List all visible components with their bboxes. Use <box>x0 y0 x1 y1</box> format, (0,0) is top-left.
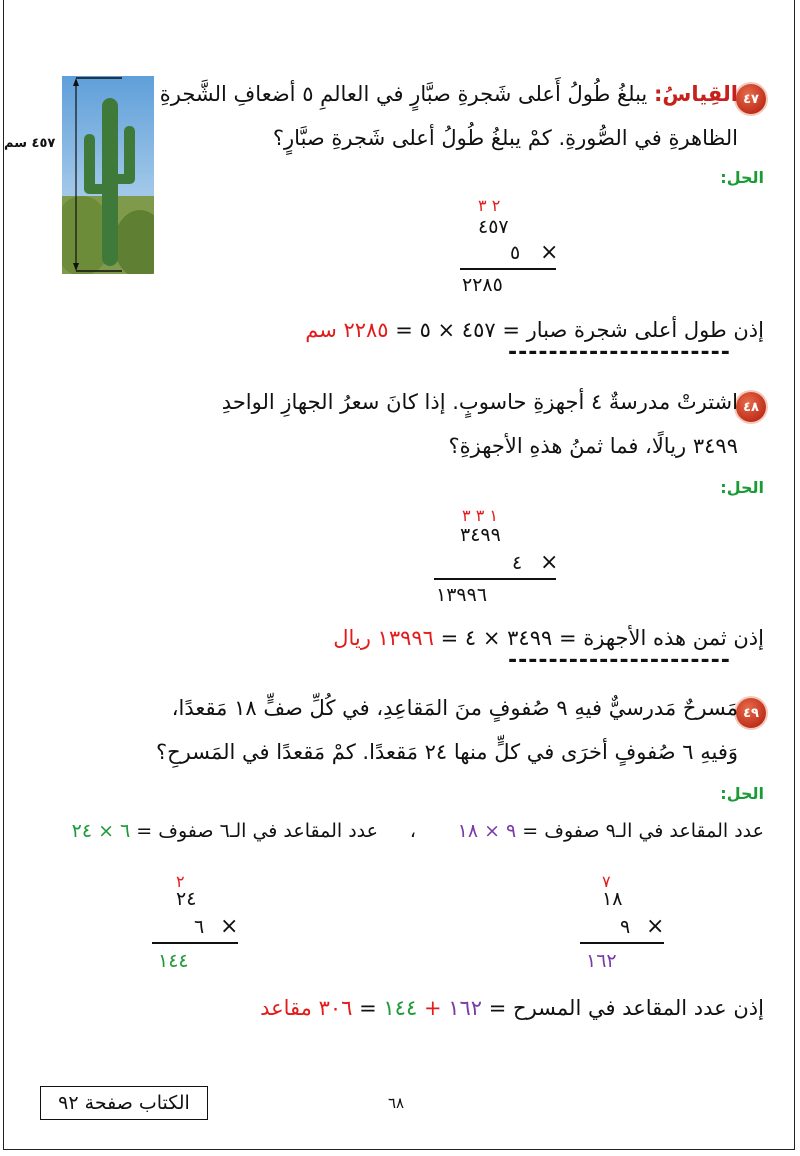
multiplier: ٤ <box>512 552 523 574</box>
product: ١٣٩٩٦ <box>436 584 488 606</box>
solution-label: الحل: <box>720 168 764 187</box>
solution-label: الحل: <box>720 478 764 497</box>
cactus-height-label: ٤٥٧ سم <box>4 136 56 151</box>
carry-digits: ١ ٣ ٣ <box>462 506 498 525</box>
calc-rule <box>434 578 556 580</box>
answer-value: ٣٠٦ مقاعد <box>260 996 353 1020</box>
product: ١٤٤ <box>158 950 189 972</box>
product: ٢٢٨٥ <box>462 274 503 296</box>
page-number: ٦٨ <box>388 1094 405 1112</box>
times-sign: × <box>646 914 665 939</box>
measurement-label: القِياسُ: <box>653 82 738 106</box>
solution-label: الحل: <box>720 784 764 803</box>
question-number-badge: ٤٧ <box>736 84 766 114</box>
carry-digits: ٢ ٣ <box>478 196 501 215</box>
answer-48: إذن ثمن هذه الأجهزة = ٣٤٩٩ × ٤ = ١٣٩٩٦ ريال <box>333 626 764 650</box>
question-number-badge: ٤٨ <box>736 392 766 422</box>
times-sign: × <box>220 914 239 939</box>
question-49-line2: وَفيهِ ٦ صُفوفٍ أخرَى في كلٍّ منها ٢٤ مَقعدًا. كمْ مَقعدًا في المَسرحِ؟ <box>155 740 738 764</box>
carry-digits: ٢ <box>176 872 185 891</box>
question-47-line2: الظاهرةِ في الصُّورةِ. كمْ يبلغُ طُولُ أعلى شَجرةِ صبَّارٍ؟ <box>272 126 738 150</box>
dashed-separator: ---------------------- <box>508 340 731 365</box>
equation-6-rows: عدد المقاعد في الـ٦ صفوف = ٦ × ٢٤ <box>71 820 378 842</box>
calc-rule <box>152 942 238 944</box>
question-number-badge: ٤٩ <box>736 698 766 728</box>
dashed-separator: ---------------------- <box>508 648 731 673</box>
calc-rule <box>580 942 664 944</box>
times-sign: × <box>540 240 559 265</box>
carry-digits: ٧ <box>602 872 611 891</box>
answer-value: ٢٢٨٥ سم <box>305 318 389 342</box>
question-49-line1: مَسرحٌ مَدرسيٌّ فيهِ ٩ صُفوفٍ منَ المَقاعِدِ، في كُلِّ صفٍّ ١٨ مَقعدًا، <box>171 696 738 720</box>
equation-9-rows: عدد المقاعد في الـ٩ صفوف = ٩ × ١٨ <box>457 820 764 842</box>
answer-value: ١٣٩٩٦ ريال <box>333 626 434 650</box>
book-page-reference: الكتاب صفحة ٩٢ <box>40 1086 208 1120</box>
question-48-line1: اشترتْ مدرسةٌ ٤ أجهزةِ حاسوبٍ. إذا كانَ سعرُ الجهازِ الواحدِ <box>221 390 738 414</box>
product: ١٦٢ <box>586 950 617 972</box>
calc-rule <box>460 268 556 270</box>
separator-comma: ، <box>409 820 416 842</box>
answer-47: إذن طول أعلى شجرة صبار = ٤٥٧ × ٥ = ٢٢٨٥ سم <box>305 318 764 342</box>
cactus-image <box>62 76 154 274</box>
multiplicand: ١٨ <box>602 888 623 910</box>
times-sign: × <box>540 550 559 575</box>
answer-49: إذن عدد المقاعد في المسرح = ١٦٢ + ١٤٤ = ٣٠٦ مقاعد <box>260 996 764 1020</box>
equation-9-rows-value: ٩ × ١٨ <box>457 820 517 842</box>
multiplicand: ٣٤٩٩ <box>460 524 501 546</box>
multiplier: ٥ <box>510 242 521 264</box>
equation-6-rows-value: ٦ × ٢٤ <box>71 820 131 842</box>
multiplier: ٦ <box>194 916 205 938</box>
multiplier: ٩ <box>620 916 631 938</box>
question-48-line2: ٣٤٩٩ ريالًا، فما ثمنُ هذهِ الأجهزةِ؟ <box>448 434 738 458</box>
question-47-line1: القِياسُ: يبلغُ طُولُ أَعلى شَجرةِ صبَّارٍ في العالمِ ٥ أضعافِ الشَّجرةِ <box>159 82 738 106</box>
multiplicand: ٤٥٧ <box>478 216 509 238</box>
multiplicand: ٢٤ <box>176 888 197 910</box>
